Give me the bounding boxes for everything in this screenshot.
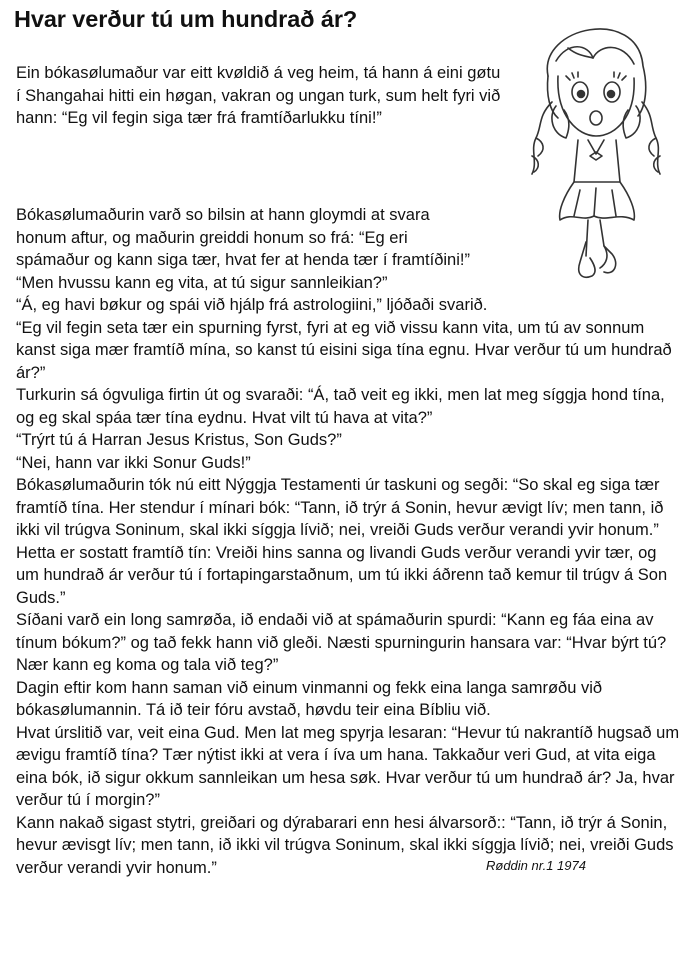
paragraph: “Eg vil fegin seta tær ein spurning fyrst, fyri at eg við vissu kann vita, um tú av sonnum kanst siga mær framtíð mína, so kanst tú eisini siga tína egnu. Hvar verður tú um hundrað ár?”: [16, 318, 672, 382]
article-body: [16, 204, 680, 879]
paragraph: Turkurin sá ógvuliga firtin út og svaraði: “Á, tað veit eg ikki, men lat meg síggja hond tína, og eg skal spáa tær tína eydnu. Hvat vilt tú hava at vita?”: [16, 386, 665, 427]
page-title: Hvar verður tú um hundrað ár?: [14, 6, 358, 32]
paragraph: Bókasølumaðurin varð so bilsin at hann gloymdi at svara honum aftur, og maðurin greiddi honum so frá: “Eg eri spámaður og kann siga tær, hvat fer at henda tær í framtíðini!”: [16, 206, 470, 269]
paragraph: “Á, eg havi bøkur og spái við hjálp frá astrologiini,” ljóðaði svarið.: [16, 296, 488, 314]
paragraph: Síðani varð ein long samrøða, ið endaði við at spámaðurin spurdi: “Kann eg fáa eina av tínum bókum?” og tað fekk hann við gleði. Næsti spurningurin hansara var: “Hvar býrt tú? Nær kann eg koma og tala við teg?”: [16, 611, 667, 674]
source-citation: Røddin nr.1 1974: [486, 857, 586, 873]
paragraph: “Men hvussu kann eg vita, at tú sigur sannleikian?”: [16, 273, 388, 292]
paragraph: “Trýrt tú á Harran Jesus Kristus, Son Guds?”: [16, 431, 342, 449]
paragraph: [16, 812, 680, 880]
paragraph: Hvat úrslitið var, veit eina Gud. Men lat meg spyrja lesaran: “Hevur tú nakrantíð hugsað um ævigu framtíð tína? Tær nýtist ikki at vera í íva um hana. Takkaður veri Gud, at vita eiga eina bók, ið sigur okkum sannleikan um hesa søk. Hvar verður tú um hundrað ár? Ja, hvar verður tú í morgin?”: [16, 723, 680, 809]
paragraph: “Nei, hann var ikki Sonur Guds!”: [16, 453, 251, 472]
closing-text: Kann nakað sigast stytri, greiðari og dýrabarari enn hesi álvarsorð:: “Tann, ið trýr á Sonin, hevur ævisgt lív; men tann, ið ikki vil trúgva Soninum, skal ikki síggja lívið; nei, vreiði Guds verður verandi yvir honum.”: [16, 813, 674, 877]
intro-paragraph: Ein bókasølumaður var eitt kvøldið á veg heim, tá hann á eini gøtu í Shangahai hitti ein høgan, vakran og ungan turk, sum helt fyri við hann: “Eg vil fegin siga tær frá framtíðarlukku tíni!”: [16, 64, 501, 127]
paragraph: Dagin eftir kom hann saman við einum vinmanni og fekk eina langa samrøðu við bókasølumannin. Tá ið teir fóru avstað, høvdu teir eina Bíbliu við.: [16, 678, 603, 719]
paragraph: Bókasølumaðurin tók nú eitt Nýggja Testamenti úr taskuni og segði: “So skal eg siga tær framtíð tína. Her stendur í mínari bók: “Tann, ið trýr á Sonin, hevur ævigt lív; men tann, ið ikki vil trúgva Soninum, skal ikki síggja lívið; nei, vreiði Guds verður verandi yvir honum.” Hetta er sostatt framtíð tín: Vreiði hins sanna og livandi Guds verður verandi yvir tær, og um hundrað ár verður tú í fortapingarstaðnum, um tú ikki áðrenn tað kemur til trúgv á Son Guds.”: [16, 476, 668, 607]
